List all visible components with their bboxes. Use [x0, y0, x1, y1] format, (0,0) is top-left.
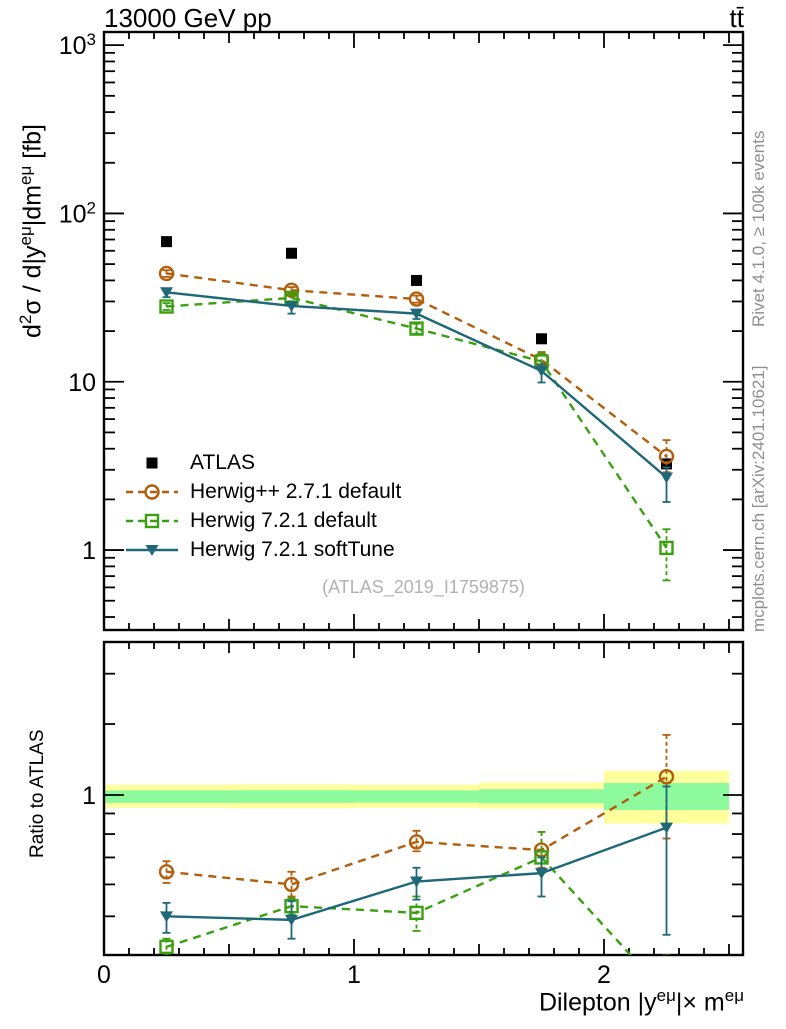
x-axis-title: Dilepton $|y^{e\mu}|\times m^{e\mu}$	[538, 986, 744, 1017]
svg-text:2: 2	[597, 961, 611, 989]
svg-text:0: 0	[97, 961, 111, 989]
svg-text:1: 1	[82, 537, 96, 566]
legend-item-label: ATLAS	[190, 450, 255, 474]
title-process: tt̄	[729, 3, 744, 33]
ratio-series-herwig-7-2-1-softtune	[160, 786, 673, 938]
y-axis-title-ratio: Ratio to ATLAS	[27, 729, 48, 858]
svg-text:102: $10^2$	[58, 198, 96, 229]
legend-marker-icon	[124, 451, 180, 475]
svg-text:1: 1	[82, 782, 96, 811]
legend-item-atlas	[124, 448, 401, 477]
rivet-version-caption: Rivet 4.1.0, ≥ 100k events	[749, 130, 768, 327]
title-beam-energy: 13000 GeV pp	[104, 3, 272, 33]
legend-item-label: Herwig 7.2.1 default	[190, 508, 377, 532]
legend-item-label: Herwig 7.2.1 softTune	[190, 537, 395, 561]
legend-marker-icon	[124, 538, 180, 562]
legend	[124, 448, 401, 564]
svg-text:103: $10^3$	[58, 30, 96, 61]
y-axis-title-main: $d^2\sigma / d|y^{e\mu}|dm^{e\mu}$ [fb]	[16, 124, 47, 338]
legend-item-label: Herwig++ 2.7.1 default	[190, 479, 402, 503]
svg-text:1: 1	[347, 961, 361, 989]
ratio-uncertainty-bands	[104, 771, 729, 824]
series-atlas	[161, 236, 672, 469]
ratio-panel-series	[160, 735, 673, 1024]
mcplots-arxiv-caption: mcplots.cern.ch [arXiv:2401.10621]	[749, 365, 768, 632]
analysis-id-watermark: (ATLAS_2019_I1759875)	[322, 577, 525, 597]
legend-item-herwig-7-2-1-default	[124, 506, 401, 535]
legend-marker-icon	[124, 509, 180, 533]
svg-text:10: 10	[68, 368, 96, 397]
legend-item-herwig-7-2-1-softtune	[124, 535, 401, 564]
legend-item-herwig-2-7-1-default	[124, 477, 401, 506]
legend-marker-icon	[124, 480, 180, 504]
